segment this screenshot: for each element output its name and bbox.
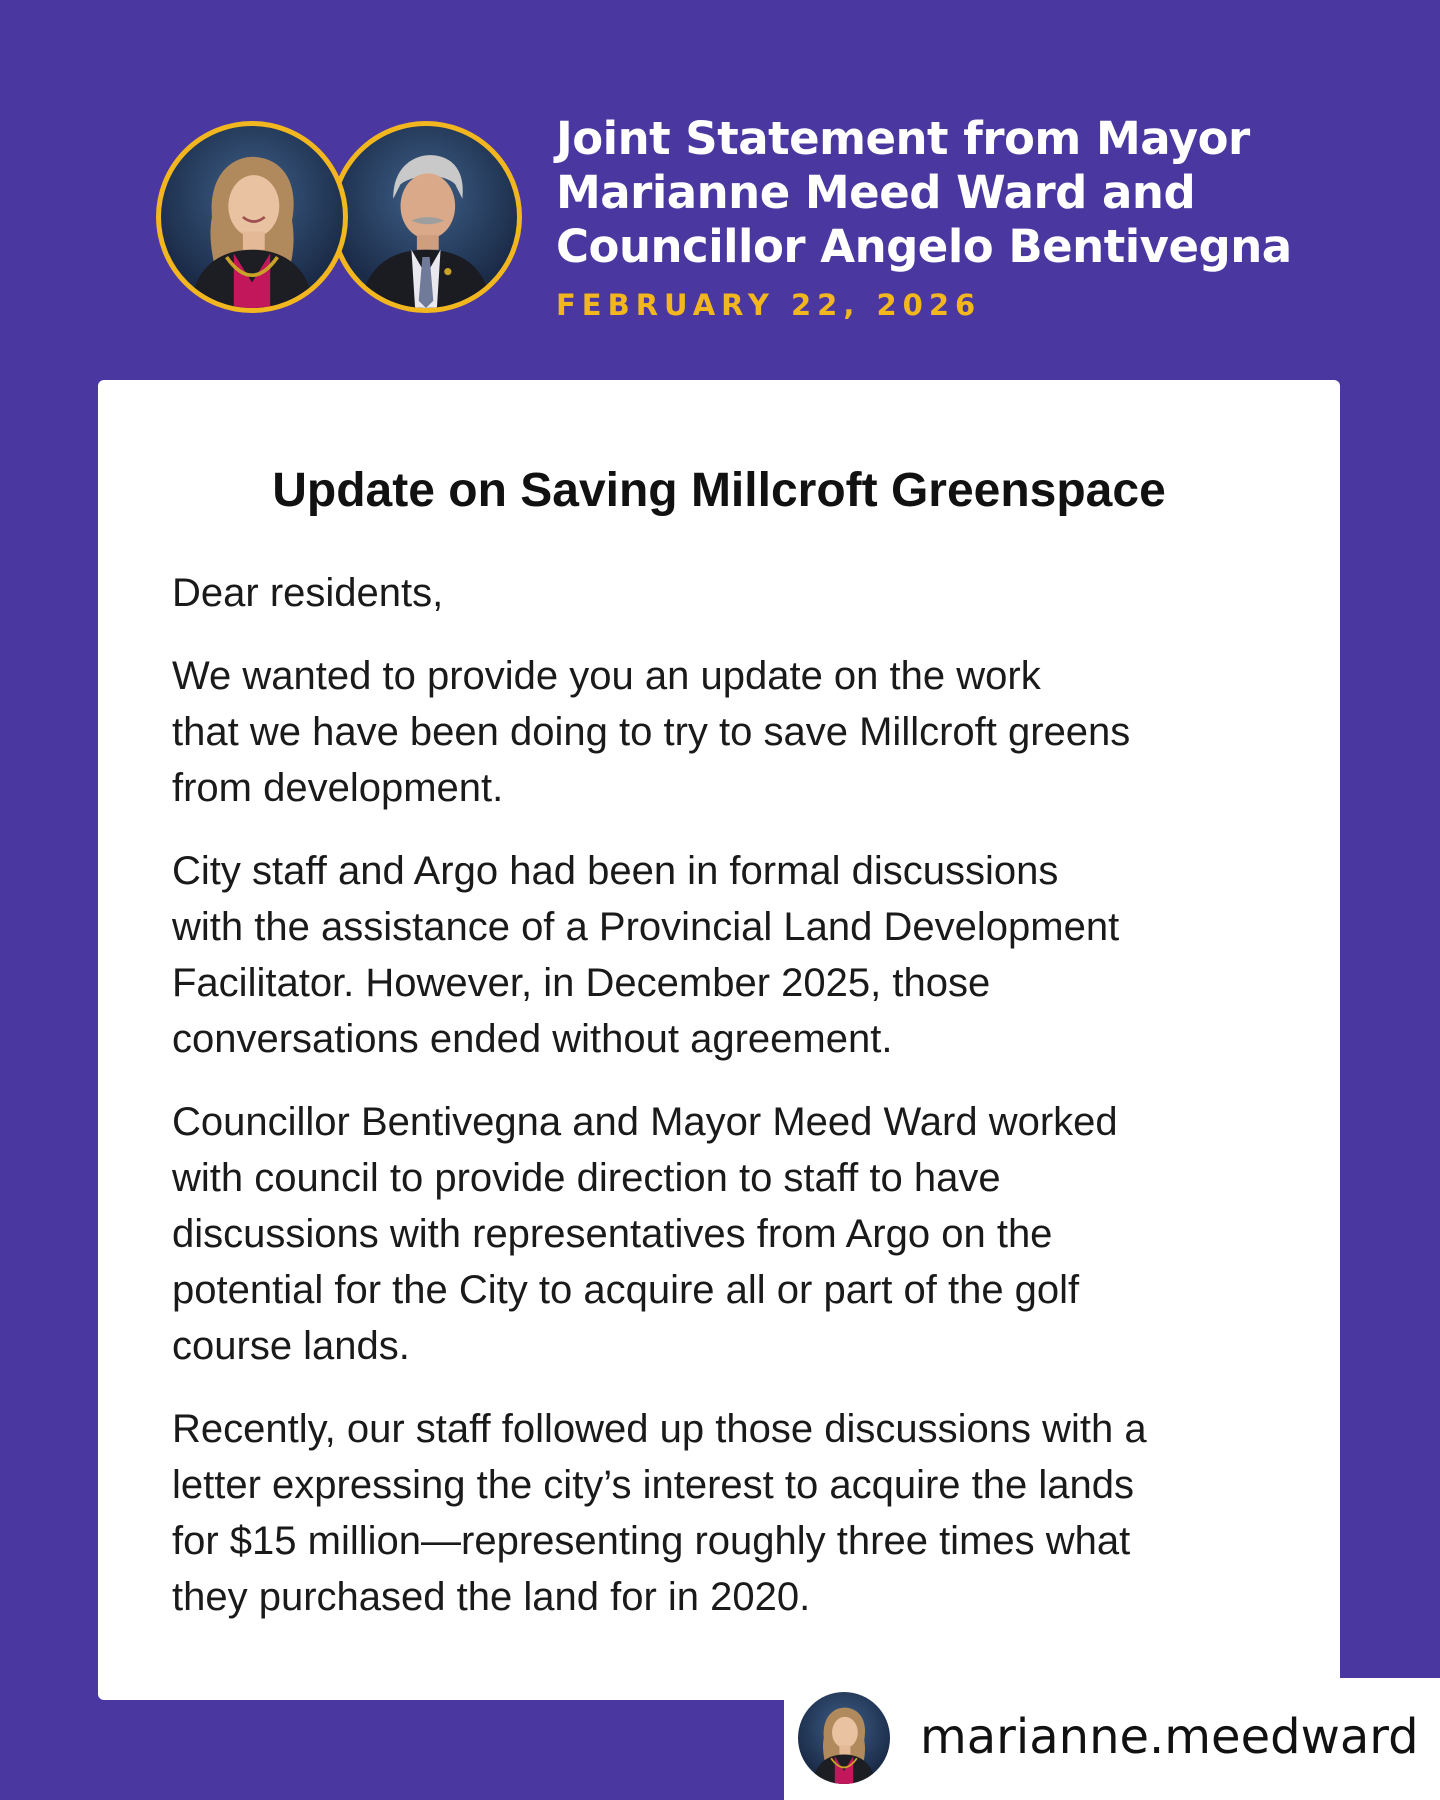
letter-line: We wanted to provide you an update on the work bbox=[172, 654, 1041, 698]
letter-line: that we have been doing to try to save Millcroft greens bbox=[172, 710, 1131, 754]
letter-line: letter expressing the city’s interest to acquire the lands bbox=[172, 1463, 1134, 1507]
letter-paragraph bbox=[172, 1094, 1282, 1374]
letter-paragraph bbox=[172, 843, 1282, 1067]
portrait-man-icon bbox=[335, 126, 517, 308]
letter-line: City staff and Argo had been in formal discussions bbox=[172, 849, 1059, 893]
letter-paragraph bbox=[172, 1401, 1282, 1625]
statement-date: FEBRUARY 22, 2026 bbox=[556, 288, 982, 322]
statement-title-line: Joint Statement from Mayor bbox=[556, 112, 1250, 165]
statement-title-block bbox=[556, 112, 1316, 322]
letter-line: Councillor Bentivegna and Mayor Meed Ward worked bbox=[172, 1100, 1118, 1144]
avatar[interactable] bbox=[798, 1692, 890, 1784]
letter-paragraph bbox=[172, 648, 1282, 816]
letter-heading: Update on Saving Millcroft Greenspace bbox=[272, 464, 1166, 517]
letter-line: Dear residents, bbox=[172, 571, 444, 615]
letter-line: Recently, our staff followed up those discussions with a bbox=[172, 1407, 1147, 1451]
letter-card bbox=[98, 380, 1340, 1700]
statement-title-line: Marianne Meed Ward and bbox=[556, 166, 1196, 219]
letter-line: with council to provide direction to staff to have bbox=[172, 1156, 1001, 1200]
avatar-icon bbox=[798, 1692, 890, 1784]
letter-body bbox=[172, 565, 1282, 1652]
account-username[interactable]: marianne.meedward bbox=[920, 1709, 1419, 1765]
letter-line: conversations ended without agreement. bbox=[172, 1017, 893, 1061]
letter-line: potential for the City to acquire all or part of the golf bbox=[172, 1268, 1080, 1312]
letter-line: they purchased the land for in 2020. bbox=[172, 1575, 811, 1619]
letter-line: from development. bbox=[172, 766, 504, 810]
statement-header bbox=[0, 0, 1440, 380]
councillor-portrait bbox=[330, 121, 522, 313]
letter-paragraph bbox=[172, 565, 1282, 621]
letter-line: Facilitator. However, in December 2025, those bbox=[172, 961, 991, 1005]
letter-line: course lands. bbox=[172, 1324, 410, 1368]
letter-line: with the assistance of a Provincial Land Development bbox=[172, 905, 1120, 949]
letter-line: for $15 million—representing roughly three times what bbox=[172, 1519, 1131, 1563]
statement-title-line: Councillor Angelo Bentivegna bbox=[556, 220, 1292, 273]
account-tag[interactable] bbox=[784, 1678, 1440, 1800]
mayor-portrait bbox=[156, 121, 348, 313]
letter-line: discussions with representatives from Argo on the bbox=[172, 1212, 1053, 1256]
portrait-woman-icon bbox=[161, 126, 343, 308]
